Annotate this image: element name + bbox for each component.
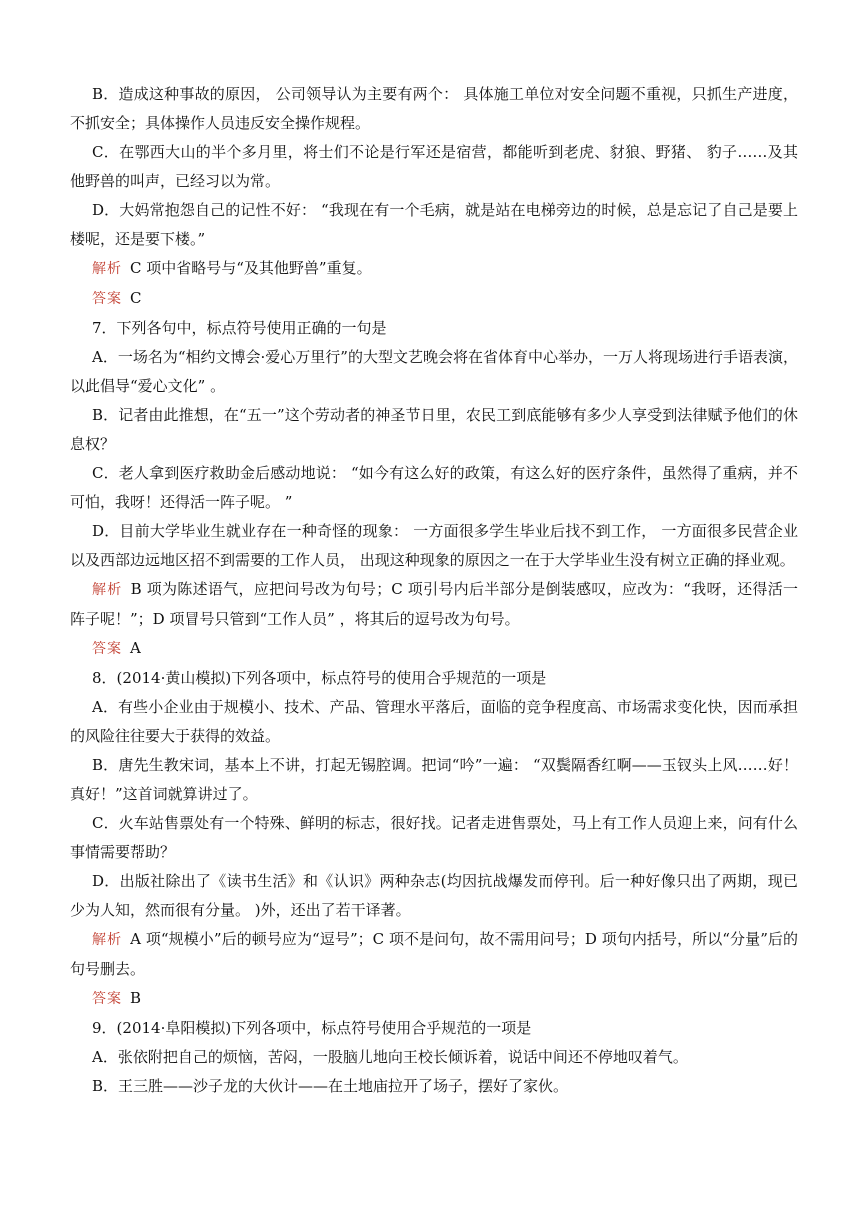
answer-text: B [130,989,142,1007]
answer-paragraph [70,284,798,314]
analysis-paragraph [70,254,798,284]
analysis-text: C 项中省略号与“及其他野兽”重复。 [130,259,372,277]
answer-paragraph [70,634,798,664]
question-8-option-c: C．火车站售票处有一个特殊、鲜明的标志，很好找。记者走进售票处，马上有工作人员迎上来，问有什么事情需要帮助？ [70,814,798,861]
analysis-text: B 项为陈述语气，应把问号改为句号；C 项引号内后半部分是倒装感叹，应改为：“我呀，还得活一阵子呢！”；D 项冒号只管到“工作人员” ，将其后的逗号改为句号。 [70,580,798,628]
question-7-option-c: C．老人拿到医疗救助金后感动地说： “如今有这么好的政策，有这么好的医疗条件，虽然得了重病，并不可怕，我呀！还得活一阵子呢。 ” [70,464,798,511]
analysis-label: 解析 [92,582,123,598]
question-7-option-d: D．目前大学毕业生就业存在一种奇怪的现象： 一方面很多学生毕业后找不到工作， 一方面很多民营企业以及西部边远地区招不到需要的工作人员， 出现这种现象的原因之一在于大学毕业生没有树立正确的择业观。 [70,522,798,569]
answer-label: 答案 [92,641,122,657]
analysis-paragraph [70,575,798,634]
question-7-option-b: B．记者由此推想，在“五一”这个劳动者的神圣节日里，农民工到底能够有多少人享受到法律赋予他们的休息权？ [70,406,798,453]
answer-text: C [130,289,142,307]
question-8-option-a: A．有些小企业由于规模小、技术、产品、管理水平落后，面临的竞争程度高、市场需求变化快，因而承担的风险往往要大于获得的效益。 [70,698,798,745]
question-8-option-d: D．出版社除出了《读书生活》和《认识》两种杂志(均因抗战爆发而停刊。后一种好像只出了两期，现已少为人知，然而很有分量。 )外，还出了若干译著。 [70,872,798,919]
answer-text: A [130,639,141,657]
analysis-label: 解析 [92,932,123,948]
question-8-option-b: B．唐先生教宋词，基本上不讲，打起无锡腔调。把词“吟”一遍： “双鬓隔香红啊——玉钗头上风……好！真好！”这首词就算讲过了。 [70,756,798,803]
question-8-stem: 8．(2014·黄山模拟)下列各项中，标点符号的使用合乎规范的一项是 [92,669,547,687]
question-7-option-a: A．一场名为“相约文博会·爱心万里行”的大型文艺晚会将在省体育中心举办，一万人将现场进行手语表演，以此倡导“爱心文化” 。 [70,348,798,395]
question-7-stem: 7．下列各句中，标点符号使用正确的一句是 [92,319,387,337]
document-body [70,80,798,1101]
option-d-line: D．大妈常抱怨自己的记性不好： “我现在有一个毛病，就是站在电梯旁边的时候，总是忘记了自己是要上楼呢，还是要下楼。” [70,201,798,248]
question-9-option-a: A．张依附把自己的烦恼，苦闷，一股脑儿地向王校长倾诉着，说话中间还不停地叹着气。 [92,1048,688,1066]
question-9-option-b: B．王三胜——沙子龙的大伙计——在土地庙拉开了场子，摆好了家伙。 [92,1077,569,1095]
option-b-line: B．造成这种事故的原因， 公司领导认为主要有两个： 具体施工单位对安全问题不重视，只抓生产进度，不抓安全；具体操作人员违反安全操作规程。 [70,85,798,132]
analysis-text: A 项“规模小”后的顿号应为“逗号”；C 项不是问句，故不需用问号；D 项句内括号，所以“分量”后的句号删去。 [70,930,799,978]
answer-label: 答案 [92,991,122,1007]
answer-label: 答案 [92,291,122,307]
answer-paragraph [70,984,798,1014]
analysis-paragraph [70,925,798,984]
option-c-line: C．在鄂西大山的半个多月里，将士们不论是行军还是宿营，都能听到老虎、豺狼、野猪、 豹子……及其他野兽的叫声，已经习以为常。 [70,143,798,190]
analysis-label: 解析 [92,261,122,277]
question-9-stem: 9．(2014·阜阳模拟)下列各项中，标点符号使用合乎规范的一项是 [92,1019,532,1037]
